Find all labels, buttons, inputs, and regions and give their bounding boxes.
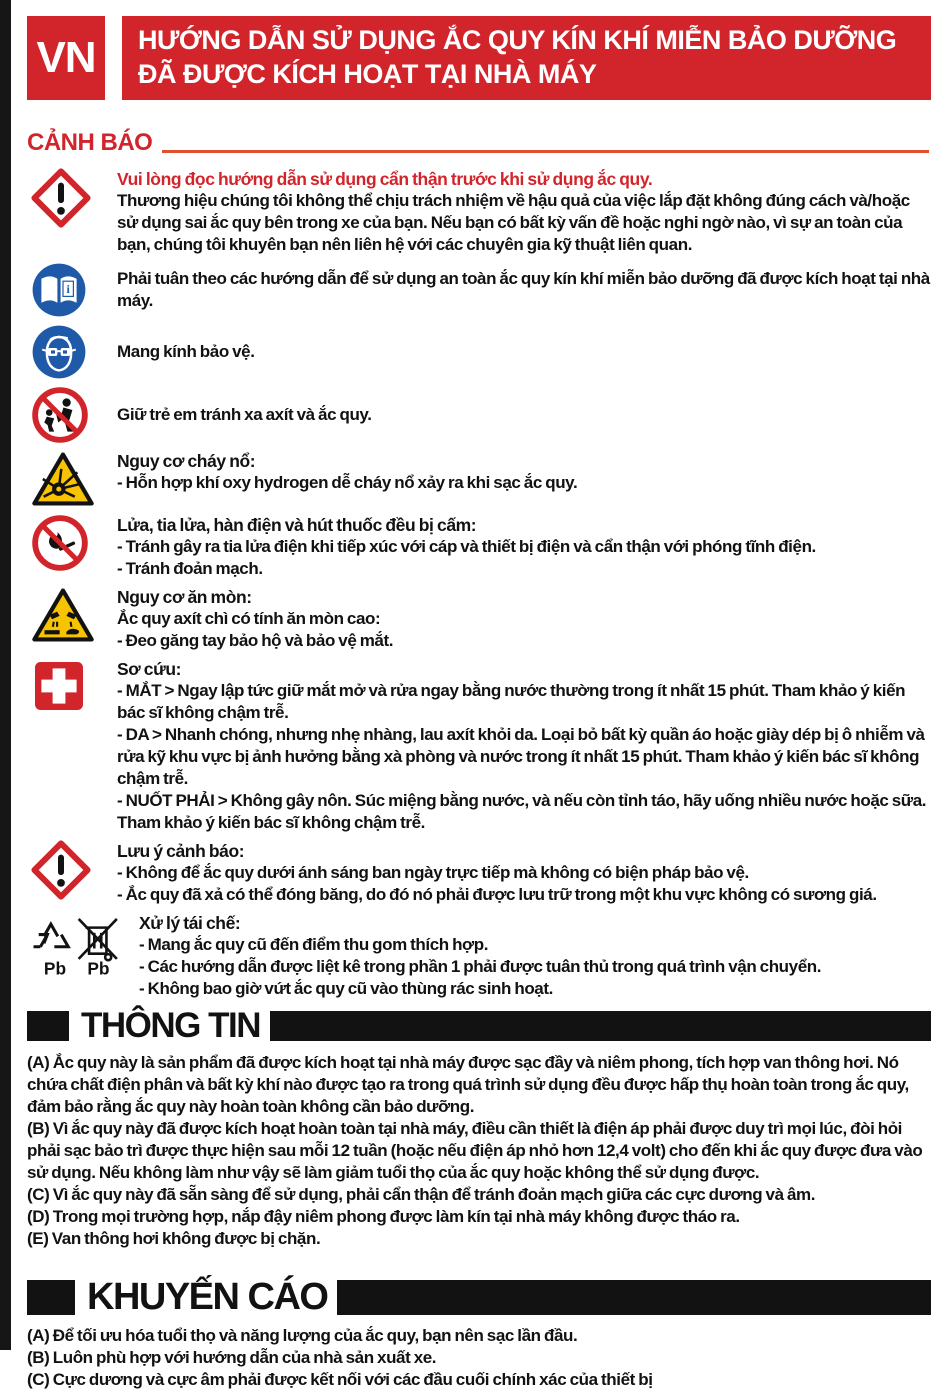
svg-text:Pb: Pb xyxy=(87,958,110,979)
warning-text xyxy=(117,586,931,652)
paragraph: (A) Ắc quy này là sản phẩm đã được kích hoạt tại nhà máy được sạc đầy và niêm phong, tích hợp van thông hơi. Nó chứa chất điện phân và bất kỳ khí nào được tạo ra trong quá trình sử dụng đều được hấp thụ hoàn toàn trong ắc quy, đảm bảo rằng ắc quy này hoàn toàn không cần bảo dưỡng. xyxy=(27,1053,909,1116)
section-marker-square xyxy=(27,1011,69,1041)
warning-title: Xử lý tái chế: xyxy=(139,913,241,933)
warning-item xyxy=(27,386,931,444)
info-section-heading xyxy=(27,1006,931,1046)
language-badge: VN xyxy=(27,16,105,100)
warning-lines xyxy=(117,680,931,834)
warning-heading-rule xyxy=(162,150,929,153)
warning-text xyxy=(117,514,931,580)
recommend-paragraphs xyxy=(27,1325,931,1391)
warning-text xyxy=(117,840,931,906)
safety-goggles-icon xyxy=(27,324,117,380)
warning-item xyxy=(27,658,931,834)
first-aid-icon xyxy=(27,658,117,834)
warning-item xyxy=(27,450,931,508)
warning-text xyxy=(117,658,931,834)
header xyxy=(27,16,931,100)
warning-text xyxy=(117,341,931,363)
warning-text-line: - MẮT > Ngay lập tức giữ mắt mở và rửa ngay bằng nước thường trong ít nhất 15 phút. Tham khảo ý kiến bác sĩ không chậm trễ. xyxy=(117,681,906,722)
warning-lines xyxy=(117,472,931,494)
no-children-icon xyxy=(27,386,117,444)
warning-text-line: Phải tuân theo các hướng dẫn để sử dụng an toàn ắc quy kín khí miễn bảo dưỡng đã được kích hoạt tại nhà máy. xyxy=(117,269,930,310)
warning-lines xyxy=(117,608,931,652)
warning-text-line: - Tránh đoản mạch. xyxy=(117,559,263,578)
explosion-hazard-icon xyxy=(27,450,117,508)
warning-item xyxy=(27,324,931,380)
warning-text-line: - Đeo găng tay bảo hộ và bảo vệ mắt. xyxy=(117,631,394,650)
paragraph: (A) Để tối ưu hóa tuổi thọ và năng lượng của ắc quy, bạn nên sạc lần đầu. xyxy=(27,1326,578,1345)
page-title xyxy=(122,16,931,100)
warning-text xyxy=(117,268,931,312)
page-title-line1: HƯỚNG DẪN SỬ DỤNG ẮC QUY KÍN KHÍ MIỄN BẢO DƯỠNG xyxy=(138,25,897,55)
warning-text-line: - DA > Nhanh chóng, nhưng nhẹ nhàng, lau axít khỏi da. Loại bỏ bất kỳ quần áo hoặc giày dép bị ô nhiễm và rửa kỹ khu vực bị ảnh hưởng bằng xà phòng và nước trong ít nhất 15 phút. Tham khảo ý kiến bác sĩ không chậm trễ. xyxy=(117,725,925,788)
ghs-exclamation-icon xyxy=(27,840,117,906)
paragraph: (D) Trong mọi trường hợp, nắp đậy niêm phong được làm kín tại nhà máy không được tháo ra. xyxy=(27,1207,740,1226)
warning-lines xyxy=(117,862,931,906)
warning-item xyxy=(27,168,931,256)
read-manual-icon xyxy=(27,262,117,318)
warning-heading-label: CẢNH BÁO xyxy=(27,129,153,156)
warning-lines xyxy=(117,536,931,580)
warning-title: Nguy cơ cháy nổ: xyxy=(117,451,256,471)
warning-item xyxy=(27,514,931,580)
page-content xyxy=(11,0,945,1389)
warning-text-line: Giữ trẻ em tránh xa axít và ắc quy. xyxy=(117,405,372,424)
section-heading-bar xyxy=(270,1011,931,1041)
warning-lines xyxy=(139,934,931,1000)
paragraph: (C) Cực dương và cực âm phải được kết nối với các đầu cuối chính xác của thiết bị xyxy=(27,1370,653,1389)
corrosion-hazard-icon xyxy=(27,586,117,652)
warning-item xyxy=(27,912,931,1000)
warning-text-line: Mang kính bảo vệ. xyxy=(117,342,255,361)
recommend-section-heading xyxy=(27,1276,931,1319)
warning-text-line: Ắc quy axít chì có tính ăn mòn cao: xyxy=(117,609,381,628)
page-title-line2: ĐÃ ĐƯỢC KÍCH HOẠT TẠI NHÀ MÁY xyxy=(138,59,597,89)
svg-text:Pb: Pb xyxy=(43,958,67,979)
warning-list xyxy=(27,168,931,1000)
warning-title: Sơ cứu: xyxy=(117,659,182,679)
warning-lines xyxy=(117,268,931,312)
warning-text-line: - Hỗn hợp khí oxy hydrogen dễ cháy nổ xảy ra khi sạc ắc quy. xyxy=(117,473,578,492)
section-heading-bar xyxy=(337,1280,931,1315)
warning-text-line: - Các hướng dẫn được liệt kê trong phần 1 phải được tuân thủ trong quá trình vận chuyển. xyxy=(139,957,822,976)
warning-text xyxy=(117,450,931,508)
warning-text xyxy=(117,404,931,426)
info-heading-label: THÔNG TIN xyxy=(81,1006,260,1045)
warning-text xyxy=(139,912,931,1000)
warning-text-line: - Không để ắc quy dưới ánh sáng ban ngày trực tiếp mà không có biện pháp bảo vệ. xyxy=(117,863,749,882)
ghs-exclamation-icon xyxy=(27,168,117,256)
warning-title: Lửa, tia lửa, hàn điện và hút thuốc đều bị cấm: xyxy=(117,515,477,535)
left-edge-black-bar xyxy=(0,0,11,1350)
svg-text:i: i xyxy=(66,282,70,297)
warning-text-line: - Tránh gây ra tia lửa điện khi tiếp xúc với cáp và thiết bị điện và cẩn thận với phóng tĩnh điện. xyxy=(117,537,816,556)
warning-item xyxy=(27,840,931,906)
warning-text-line: - Không bao giờ vứt ắc quy cũ vào thùng rác sinh hoạt. xyxy=(139,979,553,998)
recommend-heading-label: KHUYẾN CÁO xyxy=(87,1276,328,1318)
paragraph: (C) Vì ắc quy này đã sẵn sàng để sử dụng, phải cẩn thận để tránh đoản mạch giữa các cực dương và âm. xyxy=(27,1185,816,1204)
warning-text-line: Thương hiệu chúng tôi không thể chịu trách nhiệm về hậu quả của việc lắp đặt không đúng cách và/hoặc sử dụng sai ắc quy bên trong xe của bạn. Nếu bạn có bất kỳ vấn đề hoặc nghi ngờ nào, vì sự an toàn của bạn, chúng tôi khuyên bạn nên liên hệ với các chuyên gia kỹ thuật liên quan. xyxy=(117,191,910,254)
recycle-pb-icon xyxy=(27,912,139,1000)
warning-title: Vui lòng đọc hướng dẫn sử dụng cẩn thận trước khi sử dụng ắc quy. xyxy=(117,169,653,189)
warning-text-line: - NUỐT PHẢI > Không gây nôn. Súc miệng bằng nước, và nếu còn tỉnh táo, hãy uống nhiều nước hoặc sữa. Tham khảo ý kiến bác sĩ không chậm trễ. xyxy=(117,791,927,832)
warning-item xyxy=(27,262,931,318)
section-marker-square xyxy=(27,1280,75,1315)
info-paragraphs xyxy=(27,1052,931,1250)
warning-lines xyxy=(117,341,931,363)
warning-text-line: - Mang ắc quy cũ đến điểm thu gom thích hợp. xyxy=(139,935,489,954)
warning-title: Nguy cơ ăn mòn: xyxy=(117,587,252,607)
paragraph: (E) Van thông hơi không được bị chặn. xyxy=(27,1229,321,1248)
warning-item xyxy=(27,586,931,652)
paragraph: (B) Luôn phù hợp với hướng dẫn của nhà sản xuất xe. xyxy=(27,1348,437,1367)
no-fire-icon xyxy=(27,514,117,580)
warning-section-heading xyxy=(27,130,931,156)
warning-text xyxy=(117,168,931,256)
paragraph: (B) Vì ắc quy này đã được kích hoạt hoàn toàn tại nhà máy, điều cần thiết là điện áp phải được duy trì mọi lúc, đòi hỏi phải sạc bảo trì được thực hiện sau mỗi 12 tuần (hoặc nếu điện áp nhỏ hơn 12,4 volt) cho đến khi ắc quy được đưa vào sử dụng. Nếu không làm như vậy sẽ làm giảm tuổi thọ của ắc quy hoặc không thể sử dụng được. xyxy=(27,1119,923,1182)
warning-lines xyxy=(117,190,931,256)
warning-lines xyxy=(117,404,931,426)
warning-text-line: - Ắc quy đã xả có thể đóng băng, do đó nó phải được lưu trữ trong một khu vực không có sương giá. xyxy=(117,885,877,904)
warning-title: Lưu ý cảnh báo: xyxy=(117,841,245,861)
